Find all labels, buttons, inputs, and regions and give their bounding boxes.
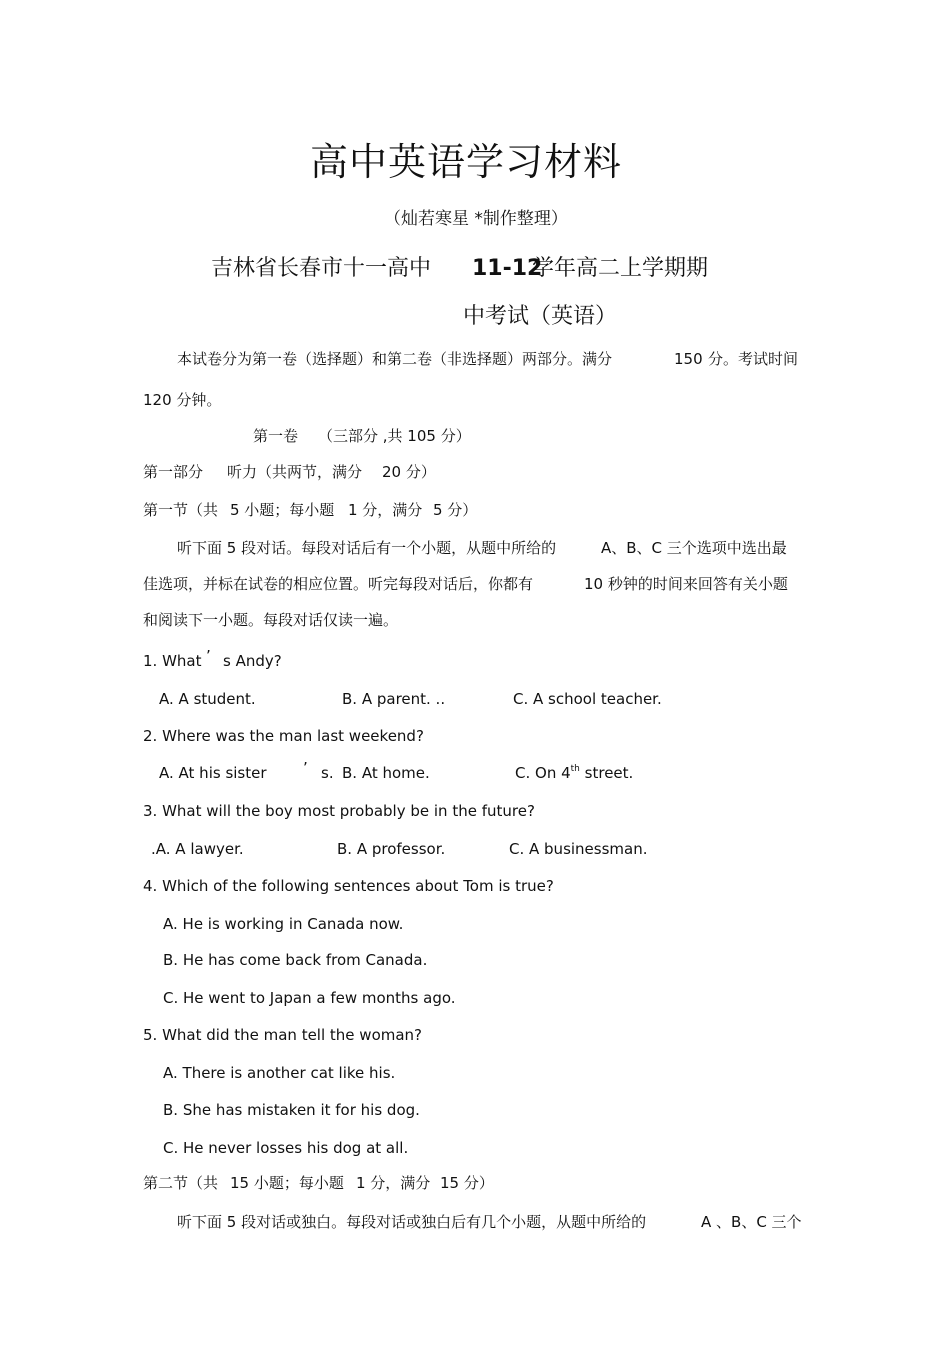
intro-text: 本试卷分为第一卷（选择题）和第二卷（非选择题）两部分。满分 xyxy=(177,350,613,368)
q3-option-a: .A. A lawyer. xyxy=(151,840,244,858)
q3-stem: 3. What will the boy most probably be in the future? xyxy=(143,802,535,820)
exam-title-line2: 中考试（英语） xyxy=(463,304,618,329)
q3-option-c: C. A businessman. xyxy=(509,840,648,858)
q2-option-c xyxy=(515,763,633,783)
section1-heading: 第一节（共 xyxy=(143,501,219,519)
q2-option-c-text: C. On 4 xyxy=(515,764,571,782)
main-title: 高中英语学习材料 xyxy=(310,140,623,184)
q2-option-c-street: street. xyxy=(584,764,634,782)
section1-instruction-2b: 10 秒钟的时间来回答有关小题 xyxy=(584,575,788,593)
q4-stem: 4. Which of the following sentences about Tom is true? xyxy=(143,877,554,895)
q2-option-c-sup: th xyxy=(570,764,580,774)
subtitle: （灿若寒星 *制作整理） xyxy=(384,209,568,229)
exam-title-part1: 吉林省长春市十一高中 xyxy=(211,256,432,281)
q5-option-a: A. There is another cat like his. xyxy=(163,1064,396,1082)
section1-heading-d: 5 分） xyxy=(433,501,478,519)
q5-option-b: B. She has mistaken it for his dog. xyxy=(163,1101,420,1119)
section2-heading: 第二节（共 xyxy=(143,1174,219,1192)
section2-instruction-1: 听下面 5 段对话或独白。每段对话或独白后有几个小题，从题中所给的 xyxy=(177,1213,647,1231)
q2-stem: 2. Where was the man last weekend? xyxy=(143,727,424,745)
section1-heading-b: 5 小题；每小题 xyxy=(230,501,335,519)
q1-stem: 1. What xyxy=(143,652,202,670)
q1-option-c: C. A school teacher. xyxy=(513,690,662,708)
q2-option-b: B. At home. xyxy=(342,764,430,782)
q2-option-a-suffix: s. xyxy=(321,764,334,782)
q2-option-a: A. At his sister xyxy=(159,764,267,782)
q1-apostrophe: ’ xyxy=(206,647,211,665)
section2-heading-d: 15 分） xyxy=(440,1174,494,1192)
volume-heading-detail: （三部分 ,共 105 分） xyxy=(318,427,471,445)
q5-stem: 5. What did the man tell the woman? xyxy=(143,1026,423,1044)
q5-option-c: C. He never losses his dog at all. xyxy=(163,1139,409,1157)
exam-title-year: 11-12 xyxy=(472,256,543,281)
exam-title-part2: 学年高二上学期期 xyxy=(532,256,709,281)
q2-apostrophe: ’ xyxy=(303,759,308,777)
section2-instruction-1b: A 、B、C 三个 xyxy=(701,1213,802,1231)
q1-stem-b: s Andy? xyxy=(223,652,282,670)
q3-option-b: B. A professor. xyxy=(337,840,446,858)
volume-heading: 第一卷 xyxy=(253,427,299,445)
intro-time: 120 分钟。 xyxy=(143,391,222,409)
intro-score: 150 xyxy=(674,350,703,368)
section2-heading-b: 15 小题；每小题 xyxy=(230,1174,344,1192)
q4-option-b: B. He has come back from Canada. xyxy=(163,951,428,969)
section1-instruction-3: 和阅读下一小题。每段对话仅读一遍。 xyxy=(143,611,399,629)
section1-instruction-1b: A、B、C 三个选项中选出最 xyxy=(601,539,787,557)
section1-instruction-1: 听下面 5 段对话。每段对话后有一个小题，从题中所给的 xyxy=(177,539,557,557)
q4-option-a: A. He is working in Canada now. xyxy=(163,915,404,933)
intro-time-label: 分。考试时间 xyxy=(708,350,799,368)
q1-option-b: B. A parent. .. xyxy=(342,690,446,708)
section1-heading-c: 1 分，满分 xyxy=(348,501,423,519)
q4-option-c: C. He went to Japan a few months ago. xyxy=(163,989,456,1007)
section2-heading-c: 1 分，满分 xyxy=(356,1174,431,1192)
part1-score: 20 分） xyxy=(382,463,436,481)
q1-option-a: A. A student. xyxy=(159,690,256,708)
section1-instruction-2: 佳选项，并标在试卷的相应位置。听完每段对话后，你都有 xyxy=(143,575,534,593)
part1-text: 听力（共两节，满分 xyxy=(227,463,363,481)
part1-label: 第一部分 xyxy=(143,463,204,481)
